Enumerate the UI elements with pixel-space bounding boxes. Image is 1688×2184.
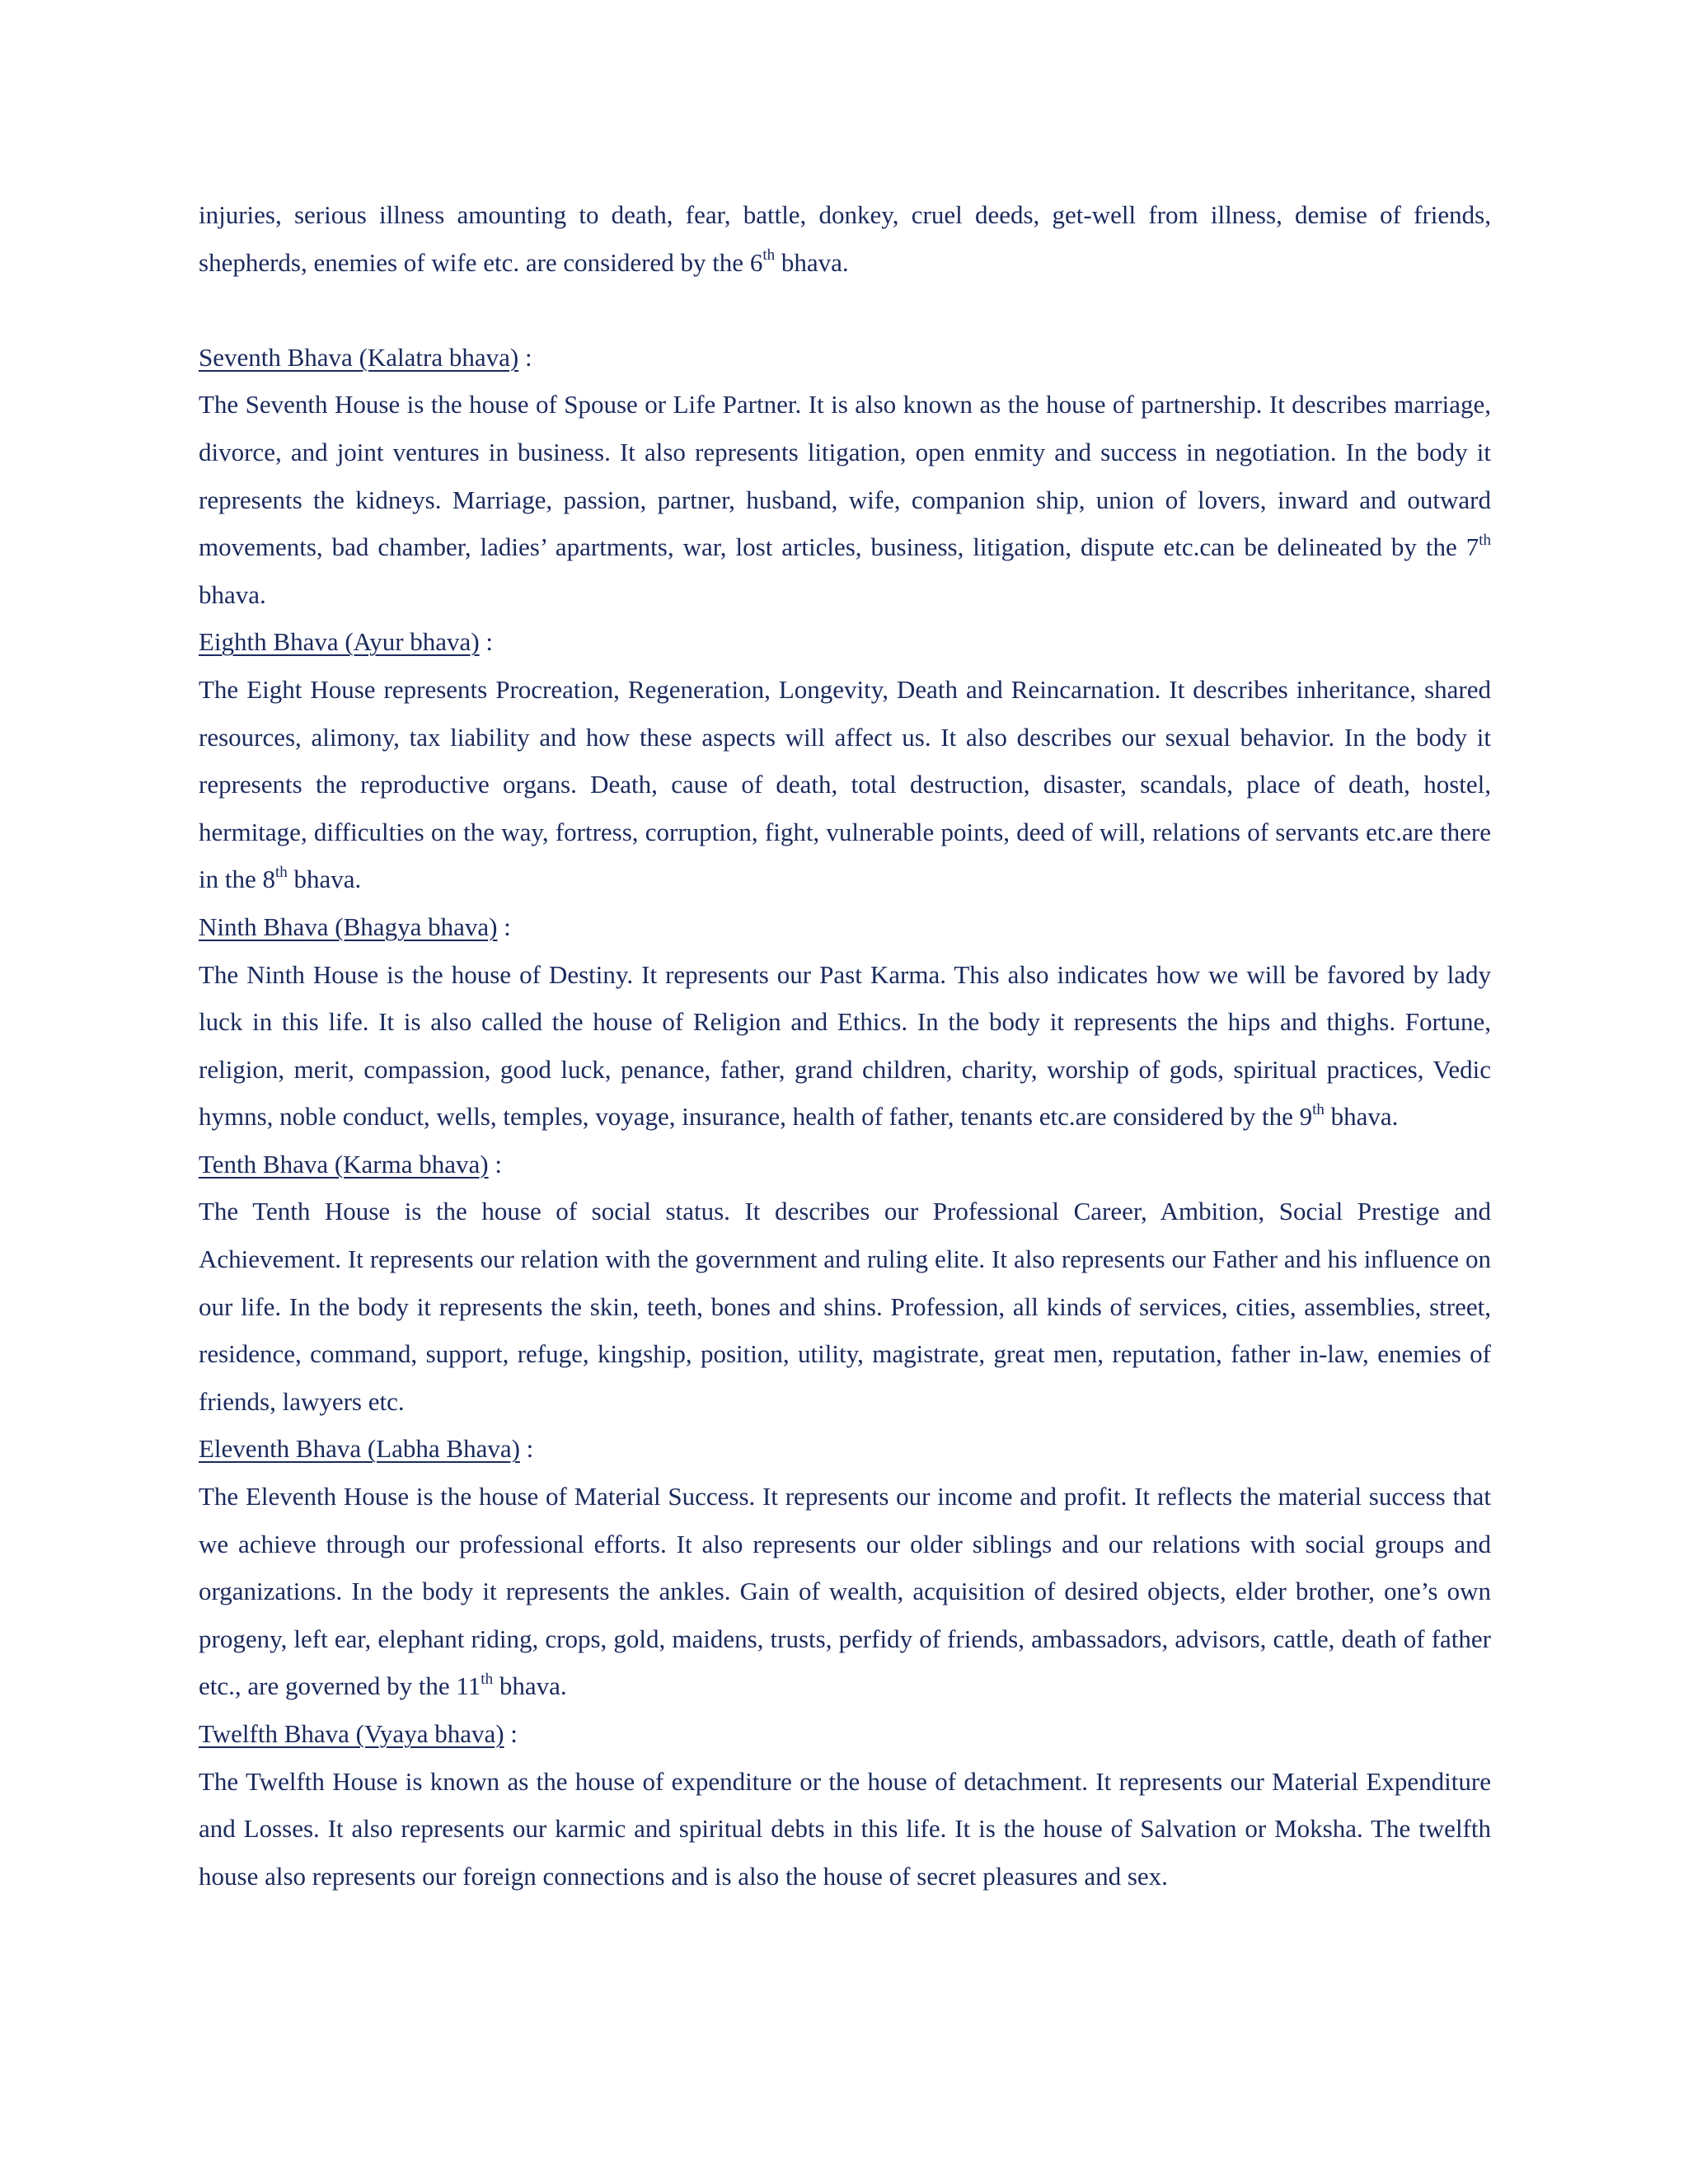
heading-colon: : [497,912,511,941]
intro-paragraph [199,191,1491,286]
section-heading-eleventh [199,1425,1491,1473]
section-body-ninth [199,951,1491,1141]
section-heading-eighth [199,618,1491,666]
heading-colon: : [518,342,532,372]
body-text: The Seventh House is the house of Spouse or Life Partner. It is also known as the house of partnership. It describes marriage, divorce, and joint ventures in business. It also represents litigation, open enmity and success in negotiation. In the body it represents the kidneys. Marriage, passion, partner, husband, wife, companion ship, union of lovers, inward and outward movements, bad chamber, ladies’ apartments, war, lost articles, business, litigation, dispute etc.can be delineated by the 7 [199,390,1491,562]
document-page [199,191,1491,1900]
ordinal-suffix: th [275,863,288,881]
body-text: The Ninth House is the house of Destiny. It represents our Past Karma. This also indicates how we will be favored by lady luck in this life. It is also called the house of Religion and Ethics. In the body it represents the hips and thighs. Fortune, religion, merit, compassion, good luck, penance, father, grand children, charity, worship of gods, spiritual practices, Vedic hymns, noble conduct, wells, temples, voyage, insurance, health of father, tenants etc.are considered by the 9 [199,959,1491,1132]
section-body-seventh [199,381,1491,618]
intro-tail: bhava. [775,247,849,277]
heading-colon: : [519,1434,534,1464]
body-text: The Tenth House is the house of social status. It describes our Professional Career, Ambition, Social Prestige and Achievement. It represents our relation with the government and ruling elite. It also represents our Father and his influence on our life. In the body it represents the skin, teeth, bones and shins. Profession, all kinds of services, cities, assemblies, street, residence, command, support, refuge, kingship, position, utility, magistrate, great men, reputation, father in-law, enemies of friends, lawyers etc. [199,1197,1491,1416]
intro-text: injuries, serious illness amounting to death, fear, battle, donkey, cruel deeds, get-well from illness, demise of friends, shepherds, enemies of wife etc. are considered by the 6 [199,200,1491,277]
section-body-tenth [199,1188,1491,1425]
section-body-twelfth [199,1758,1491,1900]
section-body-eleventh [199,1473,1491,1710]
section-heading-ninth [199,903,1491,951]
body-text: The Twelfth House is known as the house of expenditure or the house of detachment. It represents our Material Expenditure and Losses. It also represents our karmic and spiritual debts in this life. It is the house of Salvation or Moksha. The twelfth house also represents our foreign connections and is also the house of secret pleasures and sex. [199,1766,1491,1891]
body-tail: bhava. [199,579,266,609]
heading-title: Tenth Bhava (Karma bhava) [199,1149,489,1179]
body-text: The Eight House represents Procreation, Regeneration, Longevity, Death and Reincarnation. It describes inheritance, shared resources, alimony, tax liability and how these aspects will affect us. It also describes our sexual behavior. In the body it represents the reproductive organs. Death, cause of death, total destruction, disaster, scandals, place of death, hostel, hermitage, difficulties on the way, fortress, corruption, fight, vulnerable points, deed of will, relations of servants etc.are there in the 8 [199,674,1491,894]
heading-title: Ninth Bhava (Bhagya bhava) [199,912,498,941]
section-heading-tenth [199,1141,1491,1188]
body-tail: bhava. [1324,1102,1399,1132]
ordinal-suffix: th [762,246,776,265]
body-tail: bhava. [287,865,362,894]
heading-title: Twelfth Bhava (Vyaya bhava) [199,1719,504,1748]
section-body-eighth [199,666,1491,903]
heading-colon: : [479,627,494,657]
heading-colon: : [488,1149,502,1179]
heading-title: Eleventh Bhava (Labha Bhava) [199,1434,520,1464]
heading-title: Seventh Bhava (Kalatra bhava) [199,342,519,372]
body-tail: bhava. [493,1671,567,1701]
ordinal-suffix: th [1312,1100,1325,1118]
heading-title: Eighth Bhava (Ayur bhava) [199,627,480,657]
body-text: The Eleventh House is the house of Material Success. It represents our income and profit. It reflects the material success that we achieve through our professional efforts. It also represents our older siblings and our relations with social groups and organizations. In the body it represents the ankles. Gain of wealth, acquisition of desired objects, elder brother, one’s own progeny, left ear, elephant riding, crops, gold, maidens, trusts, perfidy of friends, ambassadors, advisors, cattle, death of father etc., are governed by the 11 [199,1482,1491,1701]
ordinal-suffix: th [1479,531,1491,549]
section-heading-seventh [199,334,1491,382]
ordinal-suffix: th [481,1671,494,1689]
section-heading-twelfth [199,1710,1491,1758]
spacer [199,286,1491,334]
heading-colon: : [504,1719,518,1748]
